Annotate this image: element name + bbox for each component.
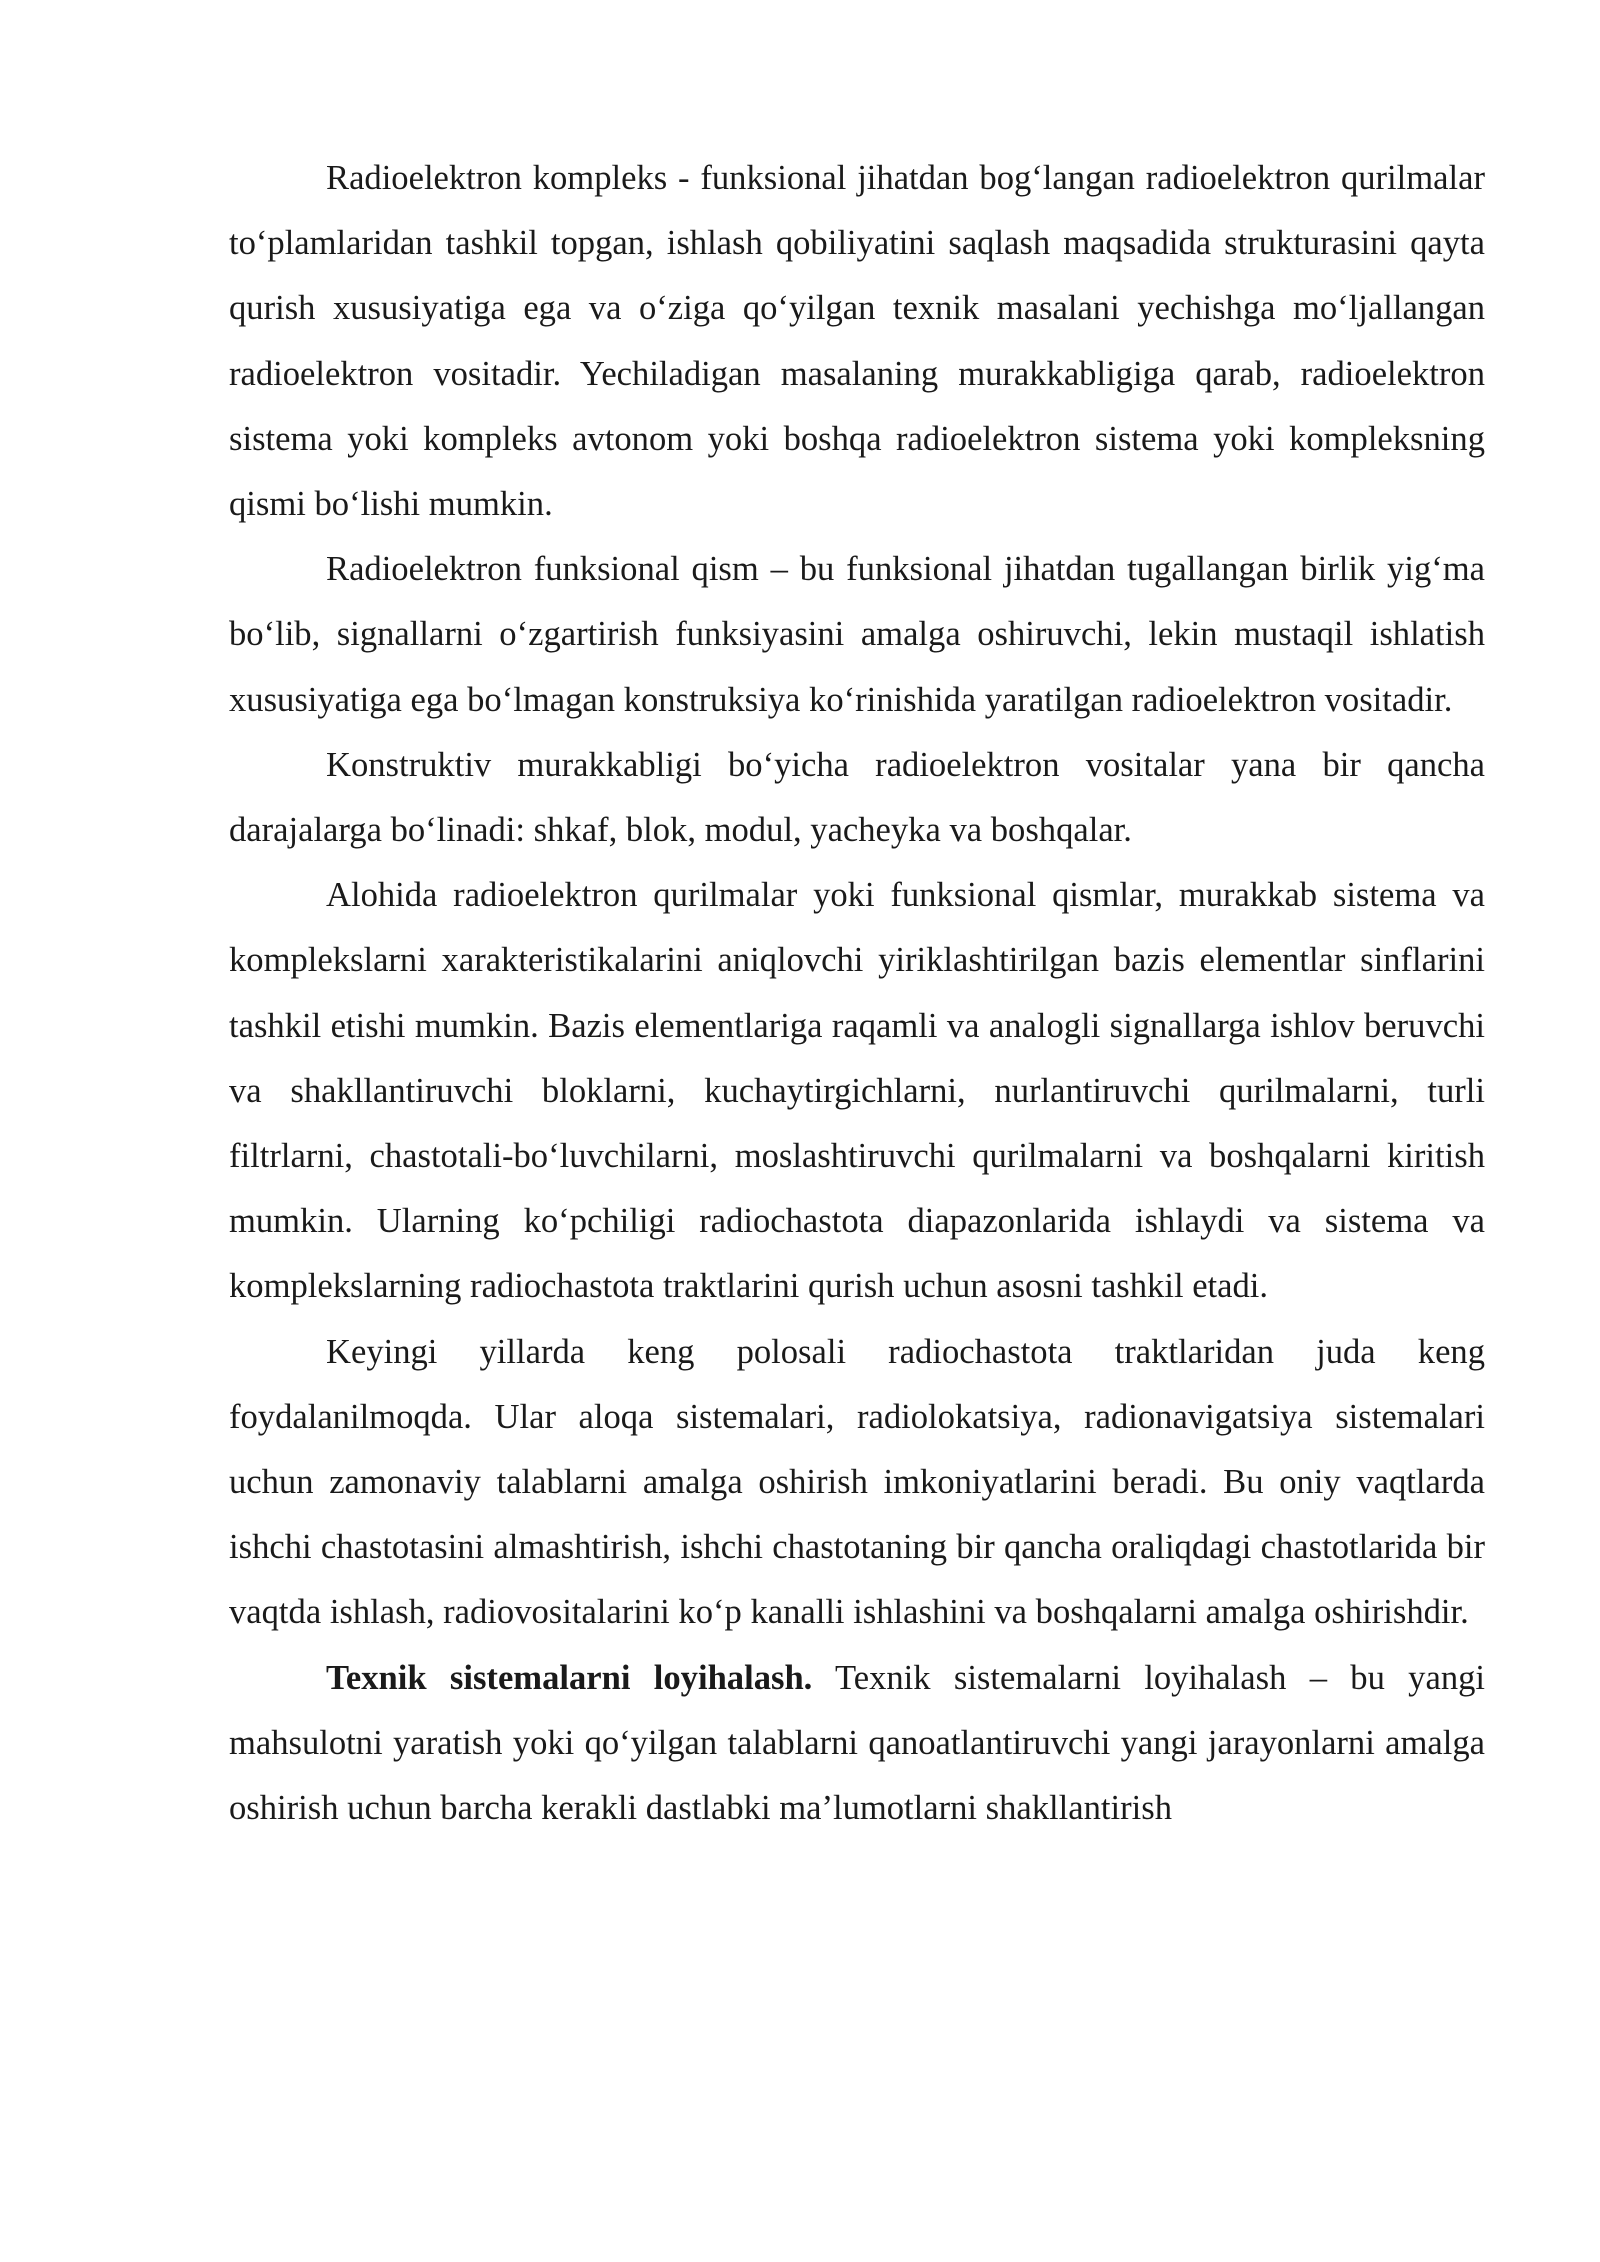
document-body <box>229 146 1485 1841</box>
paragraph-3 <box>229 733 1485 863</box>
paragraph-2 <box>229 537 1485 733</box>
section-heading-texnik-sistemalarni-loyihalash: Texnik sistemalarni loyihalash. <box>326 1658 813 1697</box>
paragraph-5-text: Keyingi yillarda keng polosali radiochastota traktlaridan juda keng foydalanilmoqda. Ular aloqa sistemalari, radiolokatsiya, radionavigatsiya sistemalari uchun zamonaviy talablarni amalga oshirish imkoniyatlarini beradi. Bu oniy vaqtlarda ishchi chastotasini almashtirish, ishchi chastotaning bir qancha oraliqdagi chastotlarida bir vaqtda ishlash, radiovositalarini ko‘p kanalli ishlashini va boshqalarni amalga oshirishdir. <box>229 1332 1485 1632</box>
paragraph-3-text: Konstruktiv murakkabligi bo‘yicha radioelektron vositalar yana bir qancha darajalarga bo‘linadi: shkaf, blok, modul, yacheyka va boshqalar. <box>229 745 1485 850</box>
paragraph-1-text: Radioelektron kompleks - funksional jihatdan bog‘langan radioelektron qurilmalar to‘plamlaridan tashkil topgan, ishlash qobiliyatini saqlash maqsadida strukturasini qayta qurish xususiyatiga ega va o‘ziga qo‘yilgan texnik masalani yechishga mo‘ljallangan radioelektron vositadir. Yechiladigan masalaning murakkabligiga qarab, radioelektron sistema yoki kompleks avtonom yoki boshqa radioelektron sistema yoki kompleksning qismi bo‘lishi mumkin. <box>229 159 1485 524</box>
paragraph-1 <box>229 146 1485 537</box>
paragraph-5 <box>229 1320 1485 1646</box>
paragraph-6-text: Texnik sistemalarni loyihalash – bu yangi mahsulotni yaratish yoki qo‘yilgan talablarni qanoatlantiruvchi yangi jarayonlarni amalga oshirish uchun barcha kerakli dastlabki ma’lumotlarni shakllantirish <box>229 1658 1486 1828</box>
paragraph-2-text: Radioelektron funksional qism – bu funksional jihatdan tugallangan birlik yig‘ma bo‘lib, signallarni o‘zgartirish funksiyasini amalga oshiruvchi, lekin mustaqil ishlatish xususiyatiga ega bo‘lmagan konstruksiya ko‘rinishida yaratilgan radioelektron vositadir. <box>229 550 1485 719</box>
paragraph-4 <box>229 863 1485 1319</box>
paragraph-4-text: Alohida radioelektron qurilmalar yoki funksional qismlar, murakkab sistema va komplekslarni xarakteristikalarini aniqlovchi yiriklashtirilgan bazis elementlar sinflarini tashkil etishi mumkin. Bazis elementlariga raqamli va analogli signallarga ishlov beruvchi va shakllantiruvchi bloklarni, kuchaytirgichlarni, nurlantiruvchi qurilmalarni, turli filtrlarni, chastotali-bo‘luvchilarni, moslashtiruvchi qurilmalarni va boshqalarni kiritish mumkin. Ularning ko‘pchiligi radiochastota diapazonlarida ishlaydi va sistema va komplekslarning radiochastota traktlarini qurish uchun asosni tashkil etadi. <box>229 876 1485 1306</box>
paragraph-6 <box>229 1646 1485 1842</box>
